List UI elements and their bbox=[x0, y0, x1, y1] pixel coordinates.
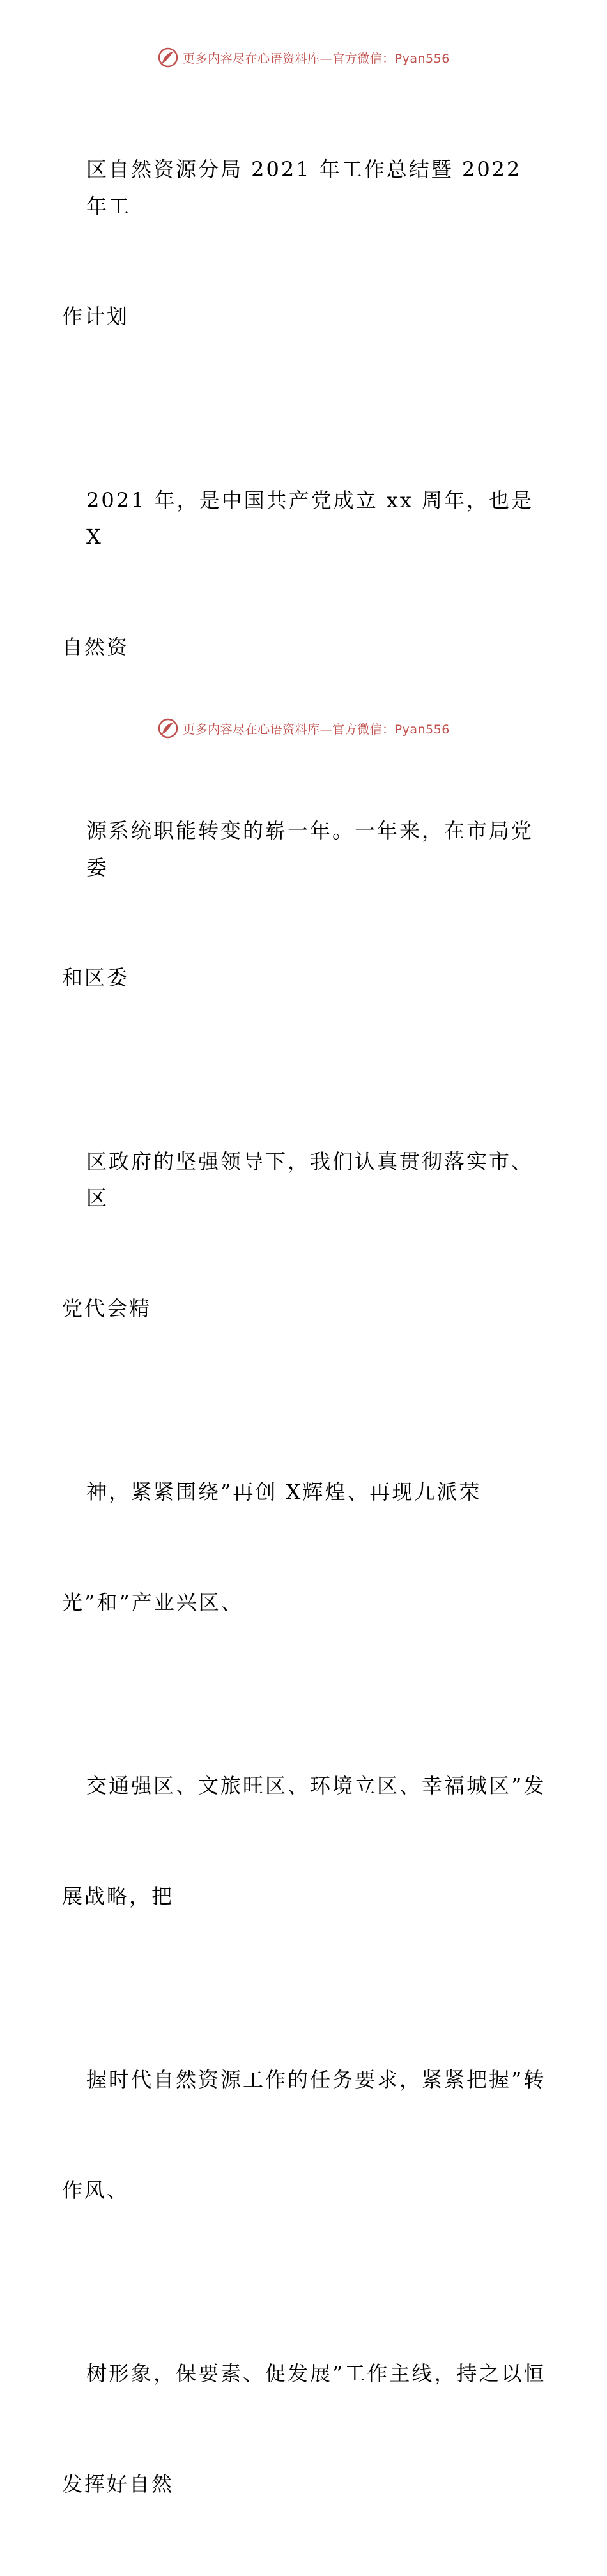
banner-text: 更多内容尽在心语资料库—官方微信：Pyan556 bbox=[183, 51, 450, 66]
paragraph-line bbox=[62, 78, 548, 409]
line-first: 源系统职能转变的崭一年。一年来，在市局党委 bbox=[86, 818, 534, 880]
header-banner bbox=[0, 45, 607, 70]
line-continuation: 展战略，把 bbox=[62, 1883, 174, 1908]
line-continuation: 党代会精 bbox=[62, 1296, 152, 1321]
line-first: 神，紧紧围绕”再创 X辉煌、再现九派荣 bbox=[86, 1480, 482, 1504]
line-continuation: 作风、 bbox=[62, 2177, 130, 2202]
line-continuation: 和区委 bbox=[62, 965, 130, 990]
paragraph-line bbox=[62, 739, 548, 1070]
seal-logo-icon bbox=[157, 47, 179, 68]
paragraph-line bbox=[62, 1400, 548, 1694]
line-first: 2021 年，是中国共产党成立 xx 周年，也是 X bbox=[86, 487, 542, 549]
paragraph-line bbox=[62, 409, 548, 740]
paragraph-line bbox=[62, 2282, 548, 2576]
paragraph-line bbox=[62, 1694, 548, 1988]
banner-text: 更多内容尽在心语资料库—官方微信：Pyan556 bbox=[183, 722, 450, 737]
line-continuation: 作计划 bbox=[62, 304, 130, 328]
seal-logo-icon bbox=[157, 717, 179, 739]
line-first: 握时代自然资源工作的任务要求，紧紧把握”转 bbox=[86, 2067, 546, 2092]
paragraph-line bbox=[62, 1070, 548, 1401]
paragraph-line bbox=[62, 1988, 548, 2282]
line-first: 交通强区、文旅旺区、环境立区、幸福城区”发 bbox=[86, 1774, 546, 1798]
line-first: 区自然资源分局 2021 年工作总结暨 2022 年工 bbox=[86, 157, 530, 218]
footer-banner bbox=[0, 716, 607, 741]
line-continuation: 光”和”产业兴区、 bbox=[62, 1590, 243, 1614]
document-body bbox=[62, 78, 548, 2576]
line-continuation: 发挥好自然 bbox=[62, 2471, 174, 2496]
line-first: 树形象，保要素、促发展”工作主线，持之以恒 bbox=[86, 2361, 546, 2386]
line-continuation: 自然资 bbox=[62, 634, 130, 659]
line-first: 区政府的坚强领导下，我们认真贯彻落实市、区 bbox=[86, 1149, 534, 1210]
